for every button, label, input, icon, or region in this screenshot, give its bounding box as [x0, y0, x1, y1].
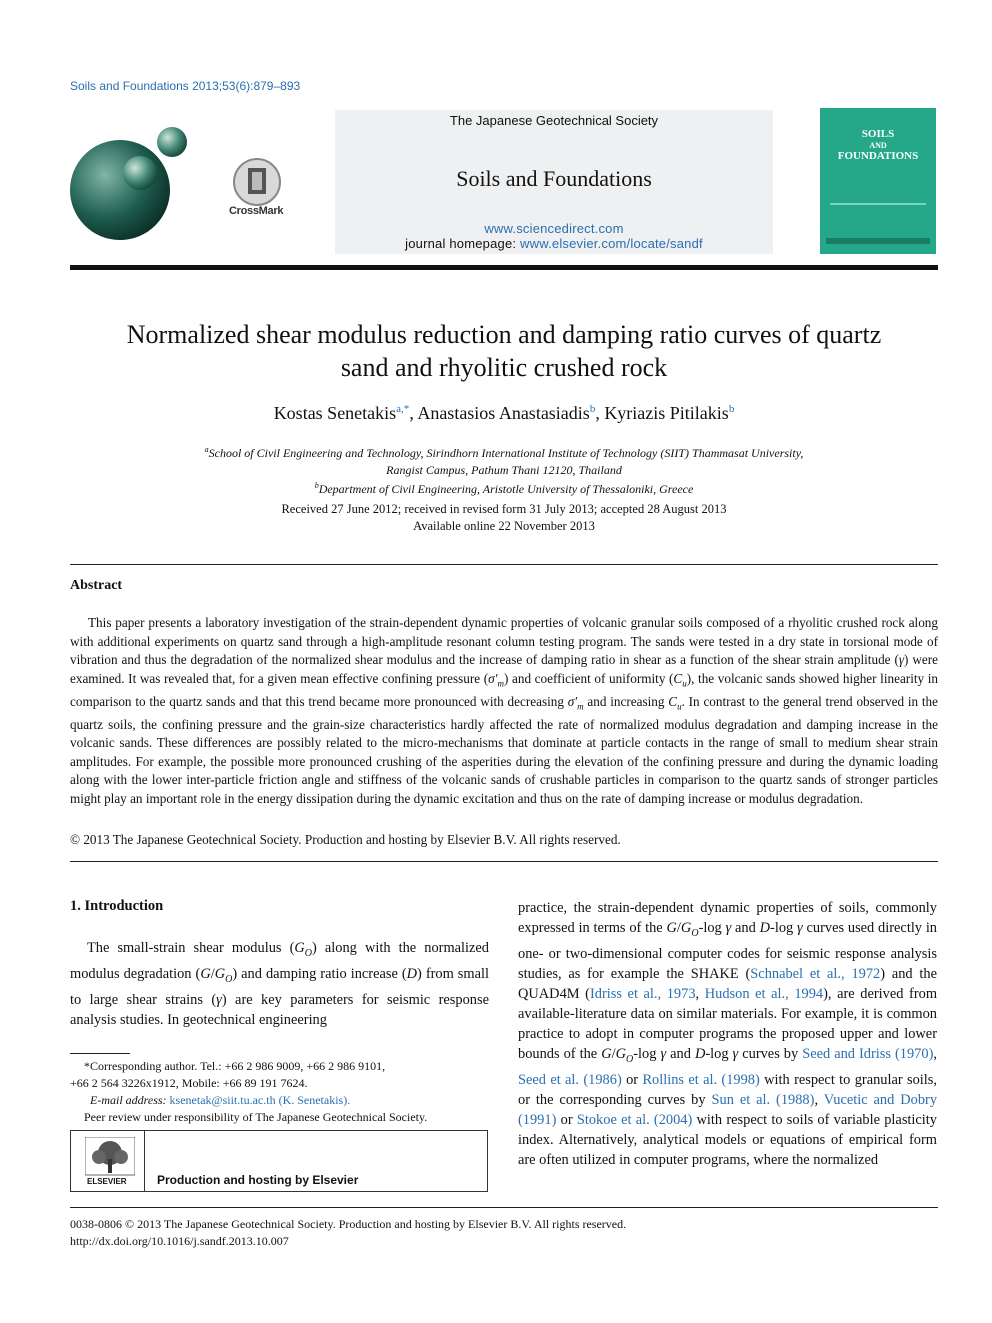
- ref-link[interactable]: Hudson et al., 1994: [704, 985, 824, 1002]
- aff-sup: b: [314, 481, 319, 490]
- author-name: , Kyriazis Pitilakis: [595, 403, 729, 423]
- footnote-line: *Corresponding author. Tel.: +66 2 986 9009, +66 2 986 9101,: [84, 1059, 386, 1073]
- ref-link[interactable]: Seed et al. (1986): [518, 1071, 622, 1088]
- journal-citation[interactable]: Soils and Foundations 2013;53(6):879–893: [70, 79, 301, 93]
- author-name: Kostas Senetakis: [273, 403, 397, 423]
- footer-rule: [70, 1207, 938, 1208]
- elsevier-production-box: [70, 1130, 488, 1192]
- abstract-body: This paper presents a laboratory investigation of the strain-dependent dynamic properties of volcanic granular soils composed of a rhyolitic crushed rock along with additional experiments on quartz sand through a high-amplitude resonant column testing program. The sands were tested in a dry state in torsional mode of vibration and thus the degradation of the normalized shear modulus and the increase of damping ratio in shear as a function of the shear strain amplitude (γ) were examined. It was revealed that, for a given mean effective confining pressure $(\sigma'_m)$ and coefficient of uniformity $(C_u)$, the volcanic sands showed higher linearity in comparison to the quartz sands and that this trend became more pronounced with decreasing $\sigma'_m$ and increasing $C_u$. In contrast to the general trend observed in the quartz soils, the confining pressure and the grain-size characteristics hardly affected the rate of normalized modulus degradation and damping increase in the volcanic sands. These differences are possibly related to the micro-mechanisms that dominate at particle contacts in the range of small to medium shear strain amplitudes. For example, the possible more pronounced crushing of the asperities during the elevation of the confining pressure and during the dynamic loading along with the lower inter-particle friction angle and stiffness of the volcanic sands of crushable particles in comparison to the quartz sands of stronger particles might play an important role in the energy dissipation during the dynamic excitation and thus on the rate of damping increase or modulus degradation.: [70, 615, 939, 806]
- affiliations: [60, 442, 948, 498]
- affiliation-a: [60, 442, 948, 462]
- available-date: Available online 22 November 2013: [413, 519, 595, 533]
- production-hosting-text: Production and hosting by Elsevier: [157, 1173, 359, 1187]
- intro-paragraph-left: The small-strain shear modulus $(G_O)$ along with the normalized modulus degradation $(G/G_O)$ and damping ratio increase (D) from small to large shear strains (γ) are key parameters for seismic response analysis studies. In geotechnical engineering: [70, 940, 489, 1028]
- ref-link[interactable]: Vucetic and Dobry (1991): [518, 1091, 938, 1128]
- journal-banner: [335, 110, 773, 254]
- footnote-peer-review: Peer review under responsibility of The Japanese Geotechnical Society.: [84, 1110, 428, 1124]
- cover-bar: [830, 203, 926, 205]
- ref-link[interactable]: Stokoe et al. (2004): [576, 1111, 693, 1128]
- cover-title-line: SOILS: [861, 128, 895, 140]
- article-dates: [60, 501, 948, 535]
- article-title: [60, 318, 948, 384]
- header-rule: [70, 265, 938, 270]
- footnote-corresponding: [70, 1058, 490, 1126]
- abstract-copyright: © 2013 The Japanese Geotechnical Society. Production and hosting by Elsevier B.V. All rights reserved.: [70, 832, 621, 847]
- ref-link[interactable]: Sun et al. (1988): [711, 1091, 815, 1108]
- abstract-top-rule: [70, 564, 938, 565]
- affiliation-marker[interactable]: a,*: [396, 403, 410, 415]
- aff-sup: a: [204, 445, 209, 454]
- affiliation-marker[interactable]: b: [589, 403, 596, 415]
- sciencedirect-link[interactable]: www.sciencedirect.com: [484, 221, 624, 236]
- ref-link[interactable]: Rollins et al. (1998): [642, 1071, 760, 1088]
- ref-link[interactable]: Seed and Idriss (1970): [802, 1045, 934, 1062]
- cover-title-line: FOUNDATIONS: [837, 150, 919, 162]
- affiliation-b: [60, 478, 948, 498]
- elsevier-divider: [144, 1131, 145, 1191]
- author-name: , Anastasios Anastasiadis: [409, 403, 590, 423]
- cover-title-line: AND: [869, 141, 887, 150]
- cover-title: [820, 129, 936, 162]
- email-label: E-mail address:: [90, 1093, 170, 1107]
- affiliation-a-cont: Rangist Campus, Pathum Thani 12120, Thailand: [386, 462, 622, 477]
- homepage-link[interactable]: www.elsevier.com/locate/sandf: [520, 236, 703, 251]
- journal-cover[interactable]: [820, 108, 936, 254]
- society-name: The Japanese Geotechnical Society: [449, 113, 659, 128]
- title-line: Normalized shear modulus reduction and damping ratio curves of quartz: [126, 320, 882, 349]
- journal-name: Soils and Foundations: [456, 166, 652, 191]
- title-line: sand and rhyolitic crushed rock: [340, 353, 668, 382]
- aff-text: School of Civil Engineering and Technology, Sirindhorn International Institute of Technology (SIIT) Thammasat University,: [208, 446, 804, 460]
- received-dates: Received 27 June 2012; received in revised form 31 July 2013; accepted 28 August 2013: [281, 502, 727, 516]
- email-link[interactable]: ksenetak@siit.tu.ac.th (K. Senetakis).: [169, 1093, 351, 1107]
- footnote-rule: [70, 1053, 130, 1054]
- crossmark-label: CrossMark: [229, 205, 284, 217]
- cover-footer: [826, 238, 930, 244]
- footnote-line: +66 2 564 3226x1912, Mobile: +66 89 191 7624.: [70, 1076, 308, 1090]
- ref-link[interactable]: Idriss et al., 1973: [589, 985, 696, 1002]
- section-heading: 1. Introduction: [70, 898, 164, 914]
- crossmark-icon[interactable]: [233, 158, 281, 206]
- homepage-label: journal homepage:: [405, 236, 521, 251]
- doi-link[interactable]: http://dx.doi.org/10.1016/j.sandf.2013.10.007: [70, 1234, 289, 1248]
- ref-link[interactable]: Schnabel et al., 1972: [750, 965, 881, 982]
- abstract-bottom-rule: [70, 861, 938, 862]
- footnote-email: [70, 1092, 490, 1109]
- elsevier-label: ELSEVIER: [87, 1177, 127, 1186]
- aff-text: Department of Civil Engineering, Aristotle University of Thessaloniki, Greece: [318, 482, 694, 496]
- journal-homepage: [335, 236, 773, 251]
- intro-paragraph-right: practice, the strain-dependent dynamic properties of soils, commonly expressed in terms of the $G/G_O-\log$ γ and D-log γ curves used directly in one- or two-dimensional computer codes for seismic response analysis studies, as for example the SHAKE (Schnabel et al., 1972) and the QUAD4M (Idriss et al., 1973, Hudson et al., 1994), are derived from available-literature data on similar materials. For example, it is common practice to adopt in computer programs the proposed upper and lower bounds of the $G/G_O-\log$ γ and D-log γ curves by Seed and Idriss (1970), Seed et al. (1986) or Rollins et al. (1998) with respect to granular soils, or the corresponding curves by Sun et al. (1988), Vucetic and Dobry (1991) or Stokoe et al. (2004) with respect to soils of variable plasticity index. Alternatively, analytical models or equations of empirical form are often utilized in computer programs, where the normalized: [518, 900, 938, 1168]
- issn-line: 0038-0806 © 2013 The Japanese Geotechnical Society. Production and hosting by Elsevier B.V. All rights reserved.: [70, 1217, 627, 1231]
- abstract-heading: Abstract: [70, 578, 123, 593]
- author-list: [60, 403, 948, 424]
- affiliation-marker[interactable]: b: [728, 403, 735, 415]
- publisher-logo-icon: [68, 125, 193, 240]
